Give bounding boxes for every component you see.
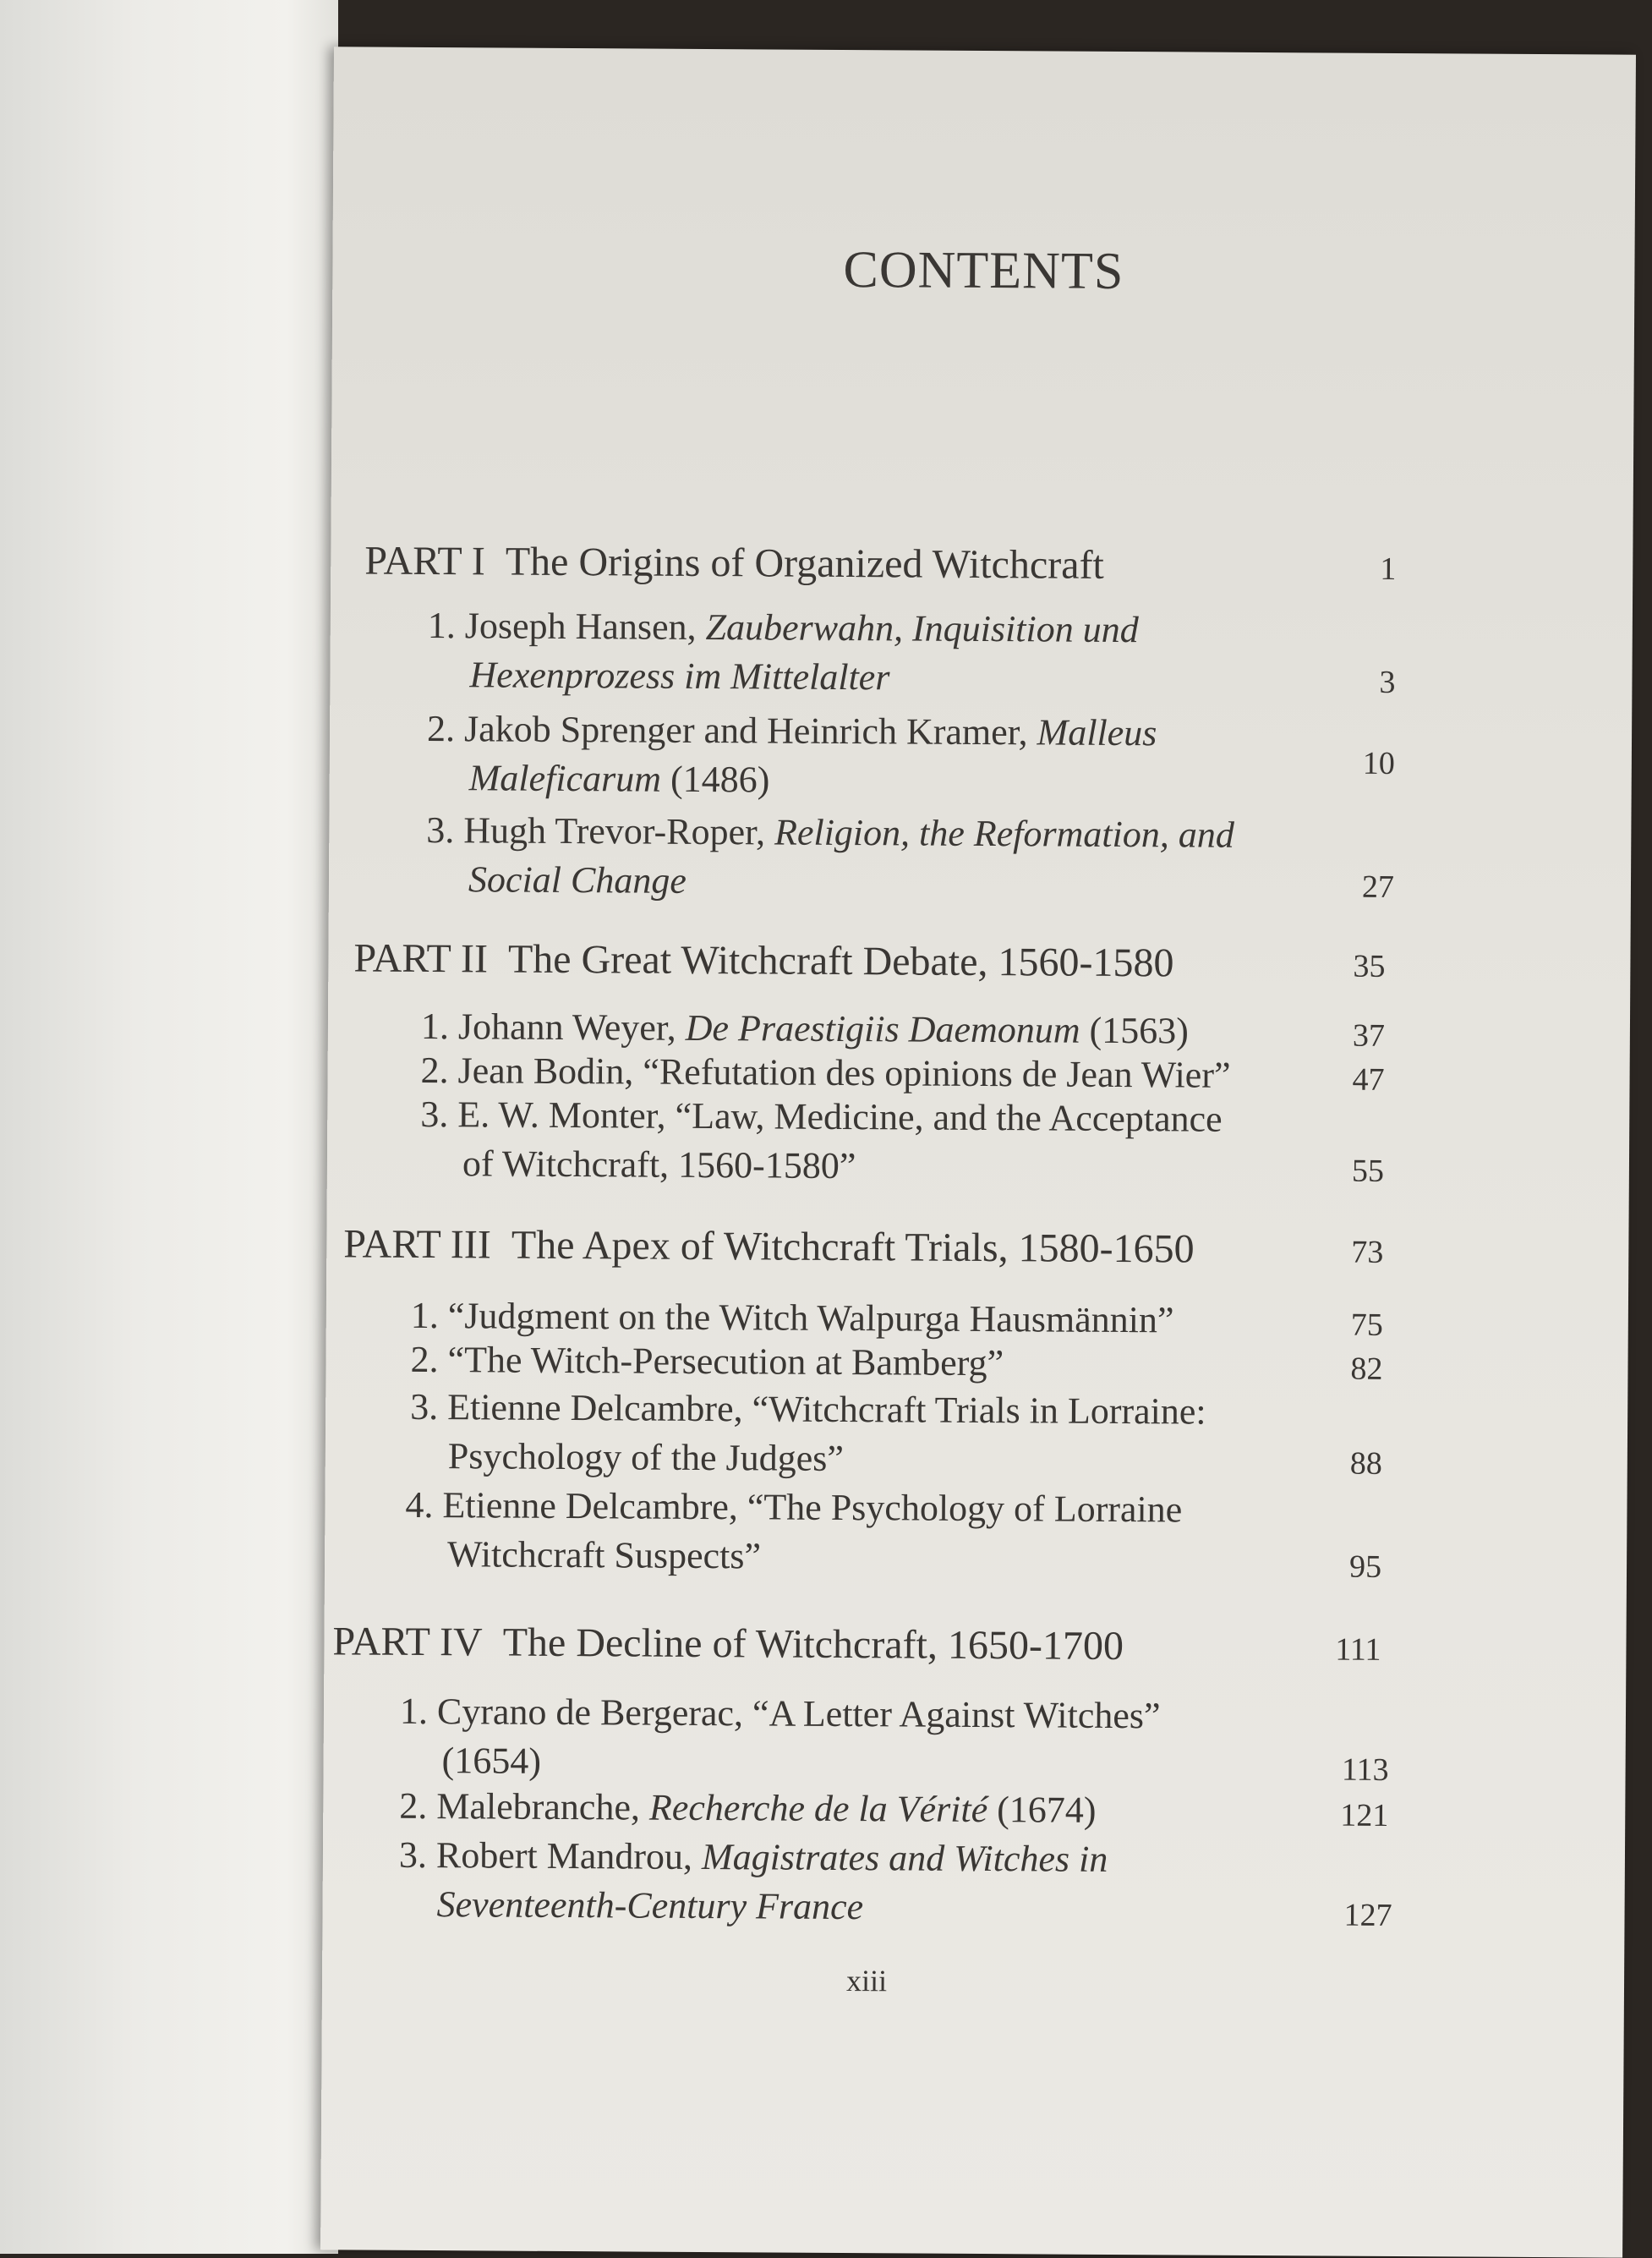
part-3-entry-1-page: 75	[1350, 1307, 1383, 1343]
part-4-label: PART IV	[332, 1619, 483, 1665]
part-2-entry-1: 1. Johann Weyer, De Praestigiis Daemonum (1563)	[420, 1005, 1190, 1052]
part-1-entry-2-line-2: Maleficarum (1486)	[468, 757, 770, 801]
part-2-label: PART II	[353, 935, 489, 982]
part-1-entry-2-line-1: 2. Jakob Sprenger and Heinrich Kramer, Malleus	[426, 707, 1157, 754]
contents-heading: CONTENTS	[843, 240, 1124, 301]
part-3-entry-4-line-2: Witchcraft Suspects”	[446, 1533, 762, 1577]
part-1-entry-1-page: 3	[1379, 664, 1396, 700]
contents-page	[320, 47, 1636, 2257]
part-3-entry-3-page: 88	[1349, 1445, 1382, 1482]
part-3-entry-1: 1. “Judgment on the Witch Walpurga Hausmännin”	[410, 1294, 1174, 1341]
part-4-entry-1-line-2: (1654)	[441, 1740, 542, 1782]
part-4-heading	[332, 1618, 1124, 1669]
part-3-heading	[343, 1220, 1195, 1272]
part-3-entry-2: 2. “The Witch-Persecution at Bamberg”	[410, 1338, 1004, 1384]
part-1-entry-2-page: 10	[1362, 745, 1395, 781]
part-4-entry-3-line-2: Seventeenth-Century France	[436, 1883, 864, 1928]
part-2-entry-1-page: 37	[1352, 1017, 1386, 1054]
part-1-entry-1-line-2: Hexenprozess im Mittelalter	[469, 654, 890, 699]
part-3-entry-4-line-1: 4. Etienne Delcambre, “The Psychology of Lorraine	[405, 1483, 1183, 1531]
part-2-entry-3-line-2: of Witchcraft, 1560-1580”	[462, 1143, 856, 1187]
facing-blank-page	[0, 0, 338, 2254]
part-1-page: 1	[1380, 551, 1397, 587]
part-2-page: 35	[1353, 948, 1386, 984]
part-4-title: The Decline of Witchcraft, 1650-1700	[502, 1620, 1124, 1669]
page-folio: xiii	[845, 1964, 888, 1998]
part-2-entry-3-page: 55	[1351, 1153, 1385, 1189]
part-1-entry-3-page: 27	[1361, 869, 1395, 905]
part-4-entry-2-page: 121	[1340, 1797, 1389, 1833]
part-3-title: The Apex of Witchcraft Trials, 1580-1650	[511, 1222, 1195, 1272]
part-1-entry-3-line-2: Social Change	[468, 858, 687, 902]
part-1-entry-3-line-1: 3. Hugh Trevor-Roper, Religion, the Reformation, and	[426, 808, 1234, 856]
part-2-heading	[353, 934, 1173, 986]
part-2-entry-3-line-1: 3. E. W. Monter, “Law, Medicine, and the Acceptance	[420, 1093, 1223, 1140]
part-1-label: PART I	[364, 538, 485, 584]
part-3-entry-4-page: 95	[1348, 1548, 1382, 1585]
part-3-page: 73	[1351, 1234, 1384, 1270]
part-4-entry-3-page: 127	[1343, 1897, 1392, 1933]
part-3-entry-3-line-1: 3. Etienne Delcambre, “Witchcraft Trials in Lorraine:	[410, 1385, 1206, 1433]
part-4-page: 111	[1335, 1631, 1381, 1668]
part-1-heading	[364, 538, 1104, 589]
part-4-entry-2: 2. Malebranche, Recherche de la Vérité (1674)	[399, 1784, 1097, 1831]
part-3-entry-2-page: 82	[1350, 1351, 1383, 1387]
part-1-entry-1-line-1: 1. Joseph Hansen, Zauberwahn, Inquisition und	[427, 604, 1139, 651]
part-2-entry-2-page: 47	[1352, 1061, 1385, 1098]
part-3-entry-3-line-2: Psychology of the Judges”	[447, 1435, 845, 1480]
part-2-entry-2: 2. Jean Bodin, “Refutation des opinions de Jean Wier”	[420, 1049, 1231, 1096]
part-3-label: PART III	[343, 1221, 492, 1268]
part-4-entry-1-page: 113	[1341, 1751, 1389, 1788]
part-4-entry-3-line-1: 3. Robert Mandrou, Magistrates and Witches in	[398, 1833, 1108, 1880]
part-4-entry-1-line-1: 1. Cyrano de Bergerac, “A Letter Against Witches”	[399, 1690, 1161, 1737]
part-1-title: The Origins of Organized Witchcraft	[505, 539, 1105, 588]
part-2-title: The Great Witchcraft Debate, 1560-1580	[507, 936, 1174, 986]
